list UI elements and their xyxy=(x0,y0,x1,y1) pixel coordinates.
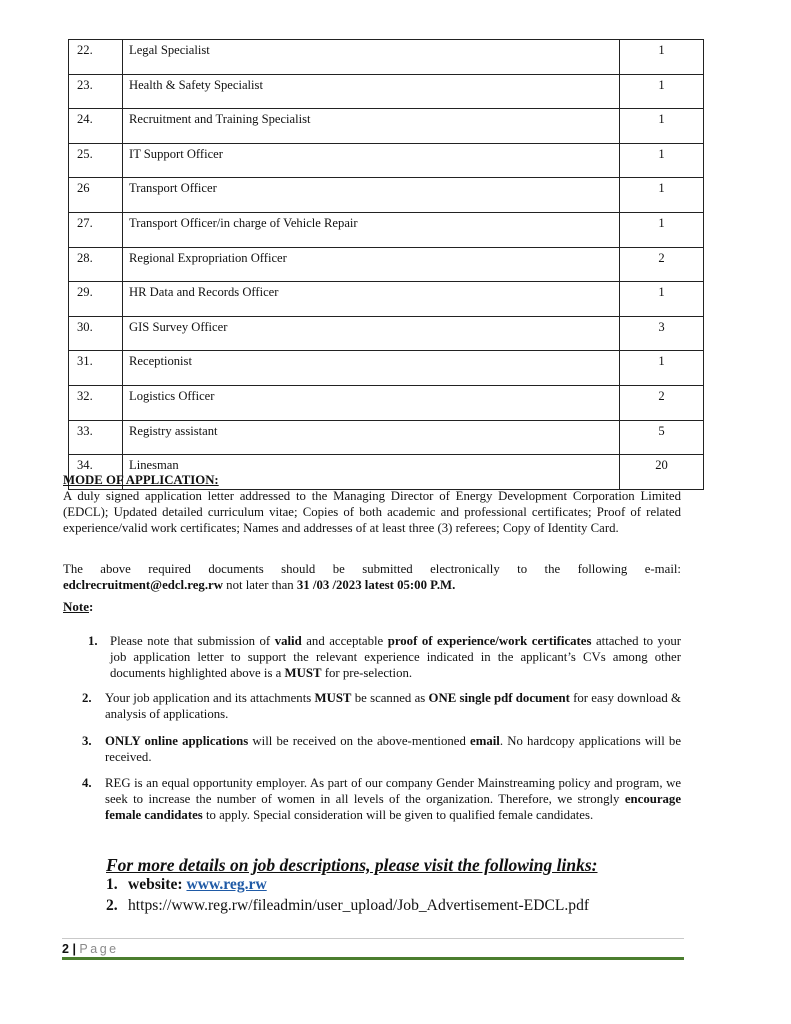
note-item-text xyxy=(105,775,681,823)
position-title: Transport Officer/in charge of Vehicle Repair xyxy=(123,212,620,247)
table-row xyxy=(69,74,704,109)
position-number: 29. xyxy=(69,282,123,317)
note-item-number: 3. xyxy=(82,734,92,748)
position-number: 24. xyxy=(69,109,123,144)
position-count: 2 xyxy=(620,385,704,420)
position-count: 5 xyxy=(620,420,704,455)
note-colon: : xyxy=(89,599,94,614)
note-item-text xyxy=(105,733,681,765)
website-link[interactable]: www.reg.rw xyxy=(186,876,267,893)
position-title: Health & Safety Specialist xyxy=(123,74,620,109)
table-row xyxy=(69,143,704,178)
position-number: 34. xyxy=(69,455,123,490)
table-row xyxy=(69,282,704,317)
position-title: Recruitment and Training Specialist xyxy=(123,109,620,144)
website-link-row xyxy=(106,876,267,894)
note-item-number: 1. xyxy=(88,634,98,648)
table-row xyxy=(69,385,704,420)
note-item-number: 2. xyxy=(82,691,92,705)
position-number: 30. xyxy=(69,316,123,351)
position-count: 1 xyxy=(620,212,704,247)
note-text: Please note that submission of xyxy=(110,634,275,648)
page-number: 2 xyxy=(62,942,69,956)
note-text: for easy download & analysis of applications. xyxy=(105,691,681,721)
note-text: REG is an equal opportunity employer. As part of our company Gender Mainstreaming policy and program, we seek to increase the number of women in all levels of the organization. Therefore, we strongly xyxy=(105,776,681,806)
position-title: IT Support Officer xyxy=(123,143,620,178)
more-details-heading: For more details on job descriptions, please visit the following links: xyxy=(106,855,598,875)
positions-table-body xyxy=(69,40,704,490)
position-title: HR Data and Records Officer xyxy=(123,282,620,317)
position-title: Linesman xyxy=(123,455,620,490)
note-text: for pre-selection. xyxy=(321,666,413,680)
note-emphasis: MUST xyxy=(284,666,322,680)
note-text: attached to your job application letter to support the relevant experience indicated in the applicant’s CVs among other documents highlighted above is a xyxy=(110,634,682,680)
position-number: 25. xyxy=(69,143,123,178)
note-item-text xyxy=(110,633,681,681)
table-row xyxy=(69,109,704,144)
footer-divider xyxy=(62,938,684,939)
position-title: Legal Specialist xyxy=(123,40,620,75)
position-count: 3 xyxy=(620,316,704,351)
note-text: to apply. Special consideration will be given to qualified female candidates. xyxy=(202,808,594,822)
note-text: and acceptable xyxy=(301,634,388,648)
positions-table xyxy=(68,39,704,490)
pdf-link-row xyxy=(106,897,589,915)
job-advertisement-url[interactable]: https://www.reg.rw/fileadmin/user_upload/Job_Advertisement-EDCL.pdf xyxy=(128,897,590,914)
table-row xyxy=(69,316,704,351)
position-count: 1 xyxy=(620,351,704,386)
note-text: will be received on the above-mentioned xyxy=(248,734,471,748)
note-emphasis: encourage female candidates xyxy=(105,792,681,822)
note-emphasis: email xyxy=(470,734,500,748)
table-row xyxy=(69,178,704,213)
website-label: website: xyxy=(128,876,187,893)
table-row xyxy=(69,351,704,386)
position-count: 1 xyxy=(620,178,704,213)
position-title: Registry assistant xyxy=(123,420,620,455)
link-number: 1. xyxy=(106,876,118,893)
position-count: 20 xyxy=(620,455,704,490)
note-label: Note xyxy=(63,599,89,614)
position-title: Transport Officer xyxy=(123,178,620,213)
position-title: Receptionist xyxy=(123,351,620,386)
table-row xyxy=(69,212,704,247)
position-number: 27. xyxy=(69,212,123,247)
position-number: 28. xyxy=(69,247,123,282)
note-emphasis: valid xyxy=(274,634,302,648)
submission-paragraph xyxy=(63,561,681,593)
position-number: 26 xyxy=(69,178,123,213)
position-title: Regional Expropriation Officer xyxy=(123,247,620,282)
table-row xyxy=(69,420,704,455)
footer-separator: | xyxy=(72,942,76,956)
note-heading xyxy=(63,599,93,615)
position-count: 2 xyxy=(620,247,704,282)
page-label: Page xyxy=(79,942,119,956)
note-text: Your job application and its attachments xyxy=(105,691,315,705)
deadline: 31 /03 /2023 latest 05:00 P.M. xyxy=(296,578,456,593)
note-text: be scanned as xyxy=(351,691,429,705)
recruitment-email: edclrecruitment@edcl.reg.rw xyxy=(63,578,223,593)
submission-text: The above required documents should be submitted electronically to the following e-mail: xyxy=(63,562,681,576)
position-count: 1 xyxy=(620,40,704,75)
footer-rule xyxy=(62,957,684,960)
position-title: Logistics Officer xyxy=(123,385,620,420)
note-emphasis: ONLY online applications xyxy=(105,734,249,748)
position-count: 1 xyxy=(620,282,704,317)
note-emphasis: ONE single pdf document xyxy=(428,691,570,705)
note-emphasis: proof of experience/work certificates xyxy=(387,634,592,648)
position-number: 33. xyxy=(69,420,123,455)
table-row xyxy=(69,40,704,75)
note-item-text xyxy=(105,690,681,722)
position-number: 31. xyxy=(69,351,123,386)
mode-of-application-heading: MODE OF APPLICATION: xyxy=(63,473,219,487)
position-count: 1 xyxy=(620,109,704,144)
link-number: 2. xyxy=(106,897,118,914)
position-title: GIS Survey Officer xyxy=(123,316,620,351)
note-item-number: 4. xyxy=(82,776,92,790)
position-number: 23. xyxy=(69,74,123,109)
submission-text-2: not later than xyxy=(222,578,297,593)
table-row xyxy=(69,247,704,282)
page-footer xyxy=(62,942,119,956)
position-number: 32. xyxy=(69,385,123,420)
position-count: 1 xyxy=(620,74,704,109)
note-text: . No hardcopy applications will be received. xyxy=(105,734,681,764)
note-emphasis: MUST xyxy=(314,691,352,705)
required-documents-paragraph: A duly signed application letter addressed to the Managing Director of Energy Development Corporation Limited (EDCL); Updated detailed curriculum vitae; Copies of both academic and professional certificates; Proof of related experience/valid work certificates; Names and addresses of at least three (3) referees; Copy of Identity Card. xyxy=(63,489,681,536)
position-number: 22. xyxy=(69,40,123,75)
position-count: 1 xyxy=(620,143,704,178)
